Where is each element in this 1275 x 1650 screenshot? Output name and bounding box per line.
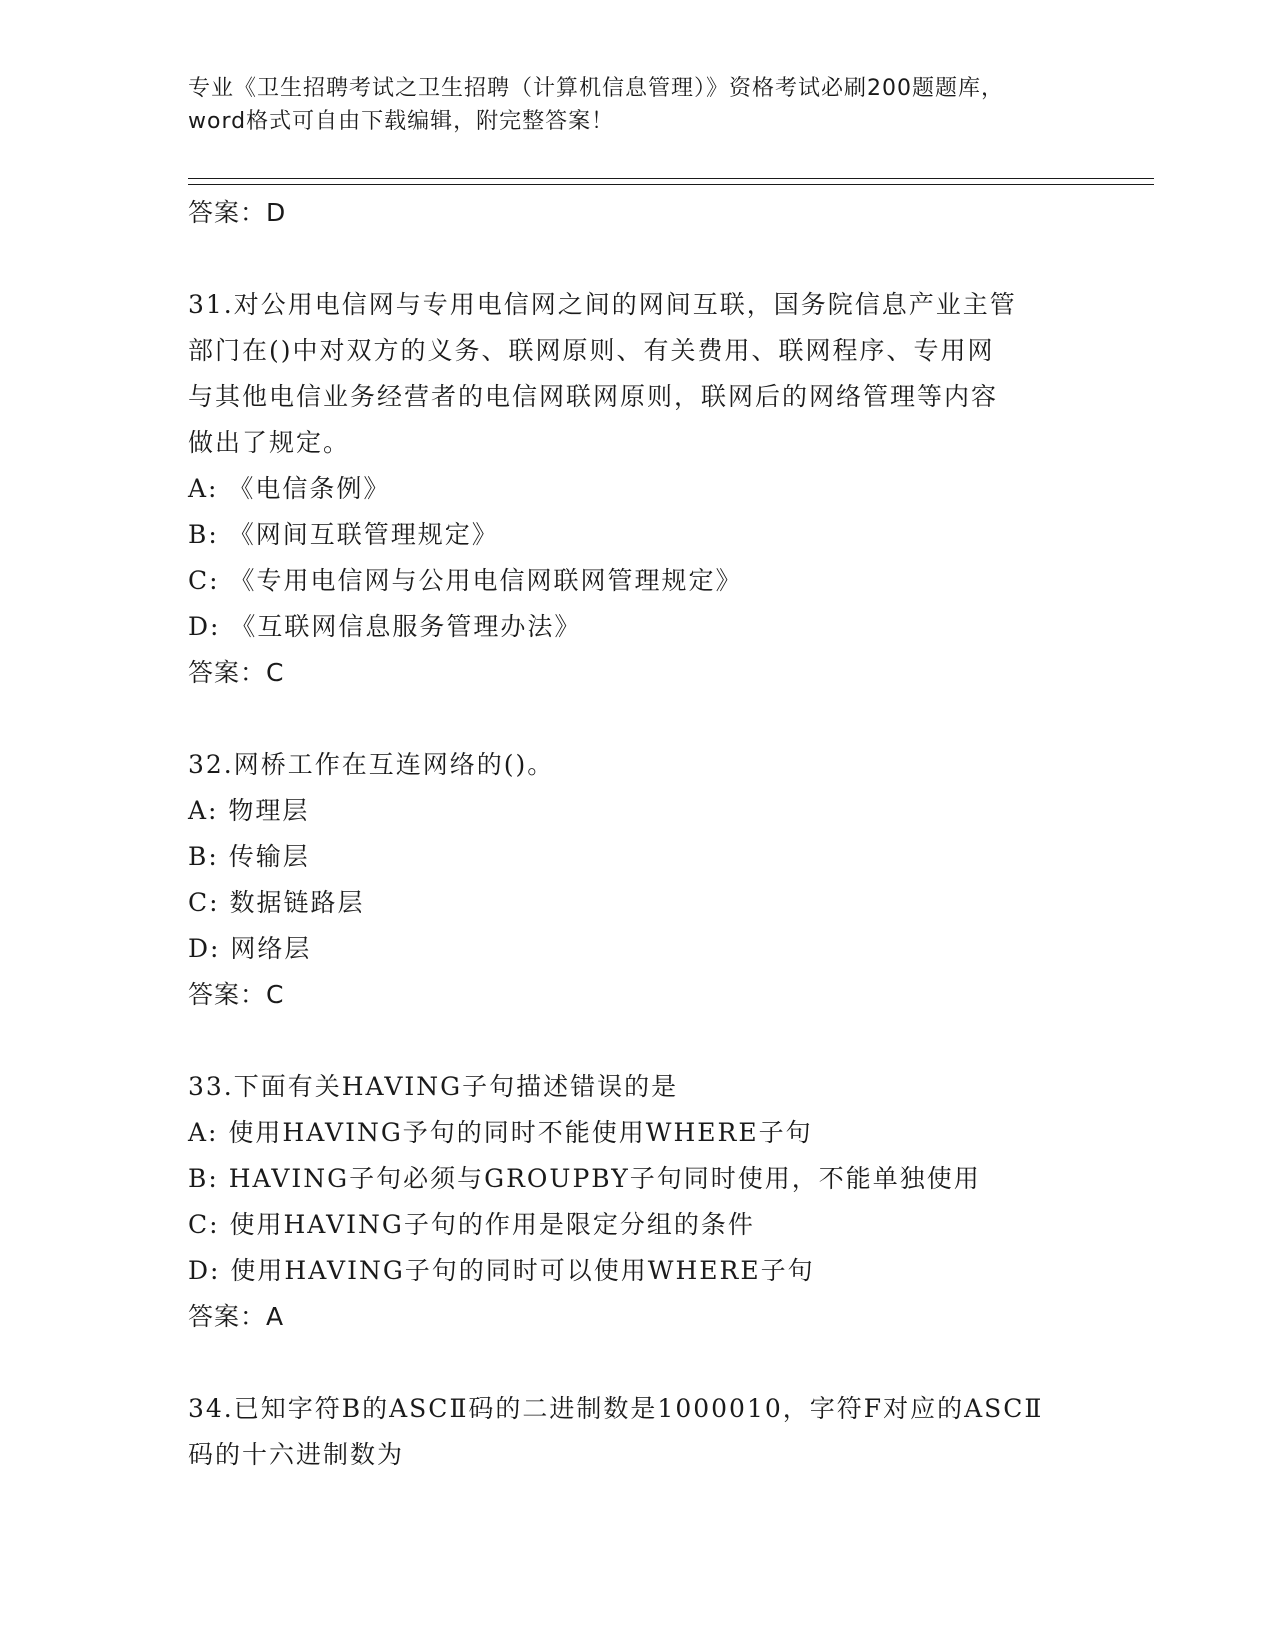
header-divider-top bbox=[188, 178, 1154, 179]
question-32 bbox=[188, 742, 1088, 1018]
answer-line: 答案：C bbox=[188, 658, 285, 687]
option-d: D: 《互联网信息服务管理办法》 bbox=[188, 612, 582, 641]
question-stem-line: 32.网桥工作在互连网络的()。 bbox=[188, 750, 555, 779]
answer-line: 答案：C bbox=[188, 980, 285, 1009]
option-b: B: 《网间互联管理规定》 bbox=[188, 520, 499, 549]
question-34 bbox=[188, 1386, 1088, 1478]
question-stem-line: 部门在()中对双方的义务、联网原则、有关费用、联网程序、专用网 bbox=[188, 336, 995, 365]
question-stem-line: 与其他电信业务经营者的电信网联网原则，联网后的网络管理等内容 bbox=[188, 382, 999, 411]
option-b: B: 传输层 bbox=[188, 842, 310, 871]
header-line-2: word格式可自由下载编辑，附完整答案！ bbox=[188, 109, 615, 134]
option-a: A: 《电信条例》 bbox=[188, 474, 391, 503]
header-divider-bottom bbox=[188, 184, 1154, 185]
option-c: C: 《专用电信网与公用电信网联网管理规定》 bbox=[188, 566, 743, 595]
question-stem-line: 33.下面有关HAVING子句描述错误的是 bbox=[188, 1072, 679, 1101]
question-stem-line: 31.对公用电信网与专用电信网之间的网间互联，国务院信息产业主管 bbox=[188, 290, 1017, 319]
question-33 bbox=[188, 1064, 1088, 1340]
option-d: D: 使用HAVING子句的同时可以使用WHERE子句 bbox=[188, 1256, 815, 1285]
question-stem-line: 做出了规定。 bbox=[188, 428, 351, 457]
option-b: B: HAVING子句必须与GROUPBY子句同时使用，不能单独使用 bbox=[188, 1164, 981, 1193]
question-stem-line: 码的十六进制数为 bbox=[188, 1440, 405, 1469]
question-31 bbox=[188, 282, 1088, 696]
option-a: A: 物理层 bbox=[188, 796, 310, 825]
document-header bbox=[188, 72, 1088, 138]
header-line-1: 专业《卫生招聘考试之卫生招聘（计算机信息管理）》资格考试必刷200题题库， bbox=[188, 76, 1004, 101]
question-stem-line: 34.已知字符B的ASCⅡ码的二进制数是1000010，字符F对应的ASCⅡ bbox=[188, 1394, 1044, 1423]
option-d: D: 网络层 bbox=[188, 934, 312, 963]
document-body bbox=[188, 190, 1088, 1478]
answer-line: 答案：A bbox=[188, 1302, 285, 1331]
option-c: C: 数据链路层 bbox=[188, 888, 365, 917]
option-a: A: 使用HAVING予句的同时不能使用WHERE子句 bbox=[188, 1118, 813, 1147]
answer-line: 答案：D bbox=[188, 198, 287, 227]
option-c: C: 使用HAVING子句的作用是限定分组的条件 bbox=[188, 1210, 755, 1239]
